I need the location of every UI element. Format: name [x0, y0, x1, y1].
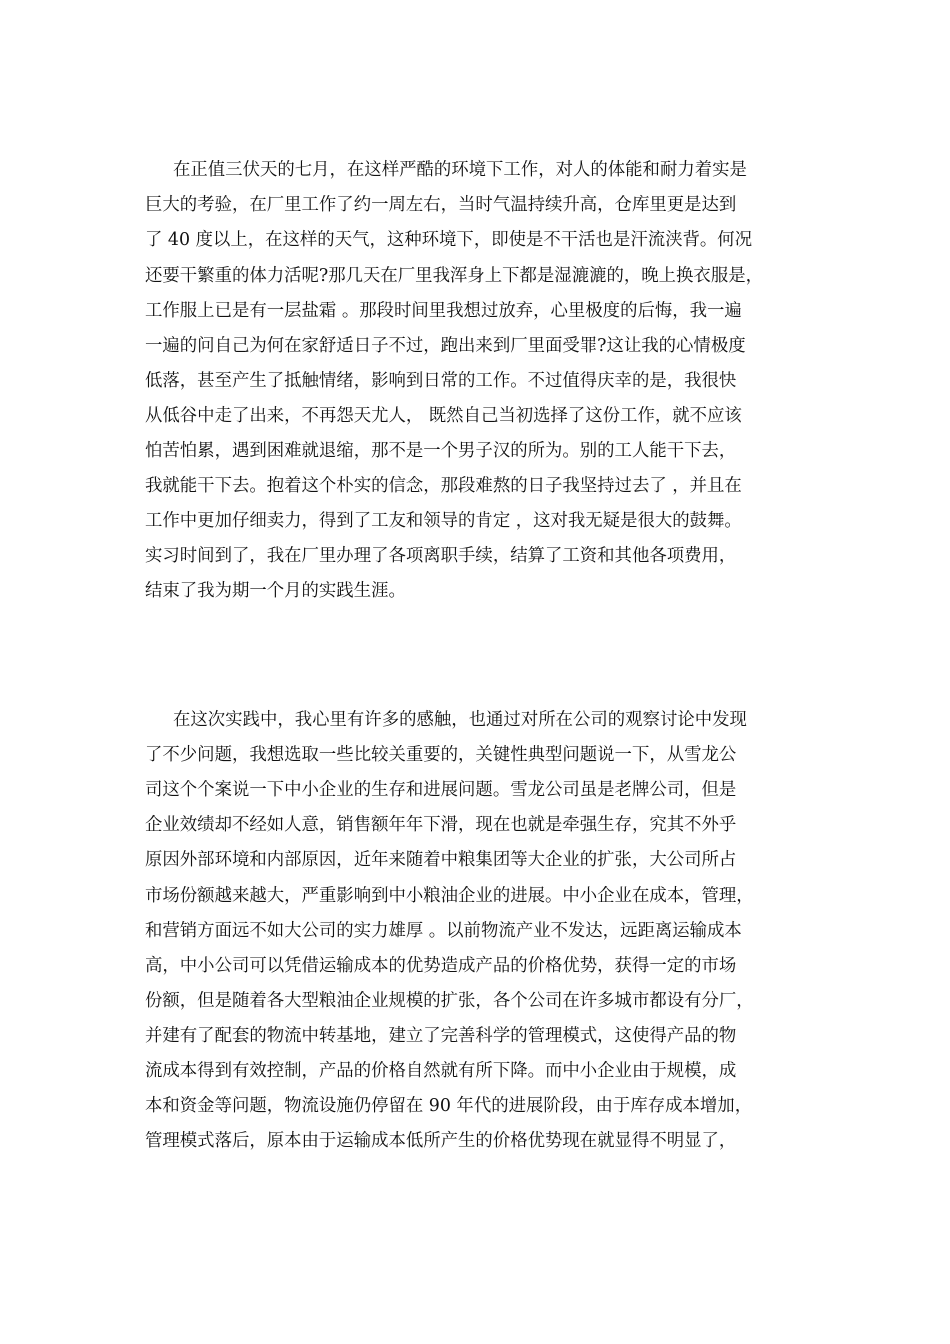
paragraph-line: 我就能干下去。抱着这个朴实的信念，那段难熬的日子我坚持过去了 ，并且在: [145, 476, 742, 496]
paragraph-line: 和营销方面远不如大公司的实力雄厚 。以前物流产业不发达，远距离运输成本: [145, 921, 742, 941]
paragraph-line: 实习时间到了，我在厂里办理了各项离职手续，结算了工资和其他各项费用，: [145, 546, 737, 566]
paragraph-line: 从低谷中走了出来，不再怨天尤人， 既然自己当初选择了这份工作，就不应该: [145, 406, 742, 426]
paragraph-line: 本和资金等问题，物流设施仍停留在 90 年代的进展阶段，由于库存成本增加，: [145, 1096, 753, 1116]
paragraph-line: 流成本得到有效控制，产品的价格自然就有所下降。而中小企业由于规模，成: [145, 1061, 737, 1081]
paragraph-line: 原因外部环境和内部原因，近年来随着中粮集团等大企业的扩张，大公司所占: [145, 850, 737, 870]
paragraph-line: 了 40 度以上，在这样的天气，这种环境下，即使是不干活也是汗流浃背。何况: [145, 230, 753, 250]
paragraph-line: 高，中小公司可以凭借运输成本的优势造成产品的价格优势，获得一定的市场: [145, 956, 737, 976]
paragraph-line: 结束了我为期一个月的实践生涯。: [145, 581, 406, 601]
paragraph-line: 份额，但是随着各大型粮油企业规模的扩张，各个公司在许多城市都设有分厂，: [145, 991, 754, 1011]
paragraph-line: 企业效绩却不经如人意，销售额年年下滑，现在也就是牵强生存，究其不外乎: [145, 815, 737, 835]
paragraph-line: 一遍的问自己为何在家舒适日子不过，跑出来到厂里面受罪?这让我的心情极度: [145, 336, 746, 356]
paragraph-line: 巨大的考验，在厂里工作了约一周左右，当时气温持续升高，仓库里更是达到: [145, 195, 737, 215]
paragraph-line: 在正值三伏天的七月，在这样严酷的环境下工作，对人的体能和耐力着实是: [173, 160, 747, 180]
paragraph-line: 工作中更加仔细卖力，得到了工友和领导的肯定 ，这对我无疑是很大的鼓舞。: [145, 511, 742, 531]
paragraph-line: 低落，甚至产生了抵触情绪，影响到日常的工作。不过值得庆幸的是，我很快: [145, 371, 737, 391]
paragraph-line: 了不少问题，我想选取一些比较关重要的，关键性典型问题说一下，从雪龙公: [145, 745, 737, 765]
paragraph-line: 怕苦怕累，遇到困难就退缩，那不是一个男子汉的所为。别的工人能干下去，: [145, 441, 737, 461]
paragraph-line: 并建有了配套的物流中转基地，建立了完善科学的管理模式，这使得产品的物: [145, 1026, 737, 1046]
paragraph-line: 市场份额越来越大，严重影响到中小粮油企业的进展。中小企业在成本，管理，: [145, 886, 754, 906]
paragraph-line: 在这次实践中，我心里有许多的感触，也通过对所在公司的观察讨论中发现: [173, 710, 747, 730]
paragraph-line: 还要干繁重的体力活呢?那几天在厂里我浑身上下都是湿漉漉的，晚上换衣服是，: [145, 266, 763, 286]
paragraph-line: 司这个个案说一下中小企业的生存和进展问题。雪龙公司虽是老牌公司，但是: [145, 780, 737, 800]
paragraph-line: 工作服上已是有一层盐霜 。那段时间里我想过放弃，心里极度的后悔，我一遍: [145, 301, 742, 321]
paragraph-line: 管理模式落后，原本由于运输成本低所产生的价格优势现在就显得不明显了，: [145, 1131, 737, 1151]
